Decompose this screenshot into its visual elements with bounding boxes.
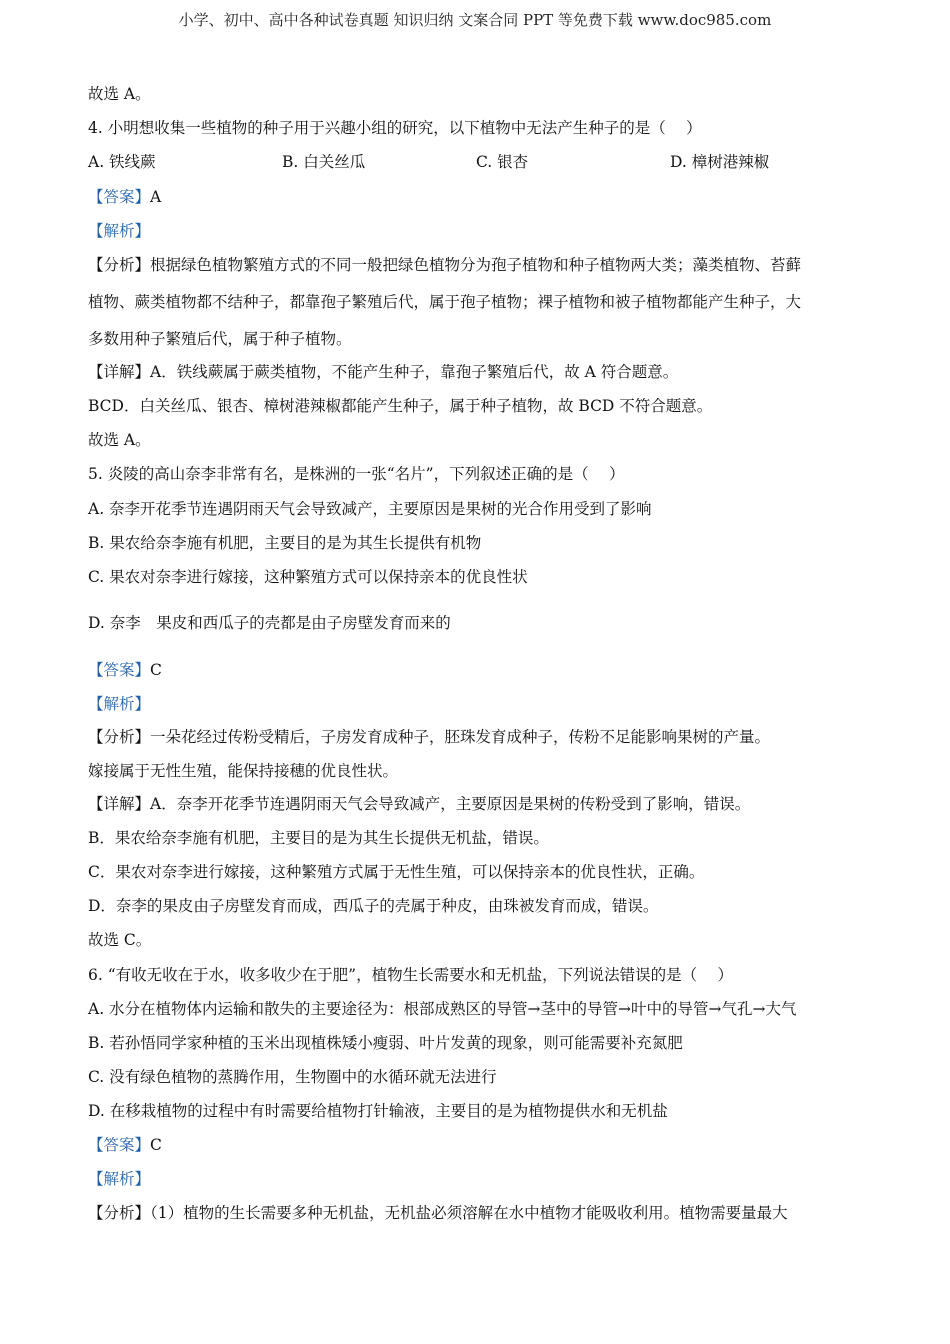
xiangjie-tag: 【详解】 [88,795,151,813]
xiangjie-tag: 【详解】 [88,363,151,381]
q5-xiangjie-3: C．果农对奈李进行嫁接，这种繁殖方式属于无性生殖，可以保持亲本的优良性状，正确。 [88,863,705,881]
answer-tag: 【答案】 [88,1136,151,1154]
q4-option-d: D. 樟树港辣椒 [670,153,770,171]
q5-xiangjie-2: B．果农给奈李施有机肥，主要目的是为其生长提供无机盐，错误。 [88,829,549,847]
fenxi-tag: 【分析】 [88,1204,151,1222]
answer-tag: 【答案】 [88,661,151,679]
q6-option-a: A. 水分在植物体内运输和散失的主要途径为：根部成熟区的导管→茎中的导管→叶中的导管→气孔→大气 [88,1000,797,1018]
page-header: 小学、初中、高中各种试卷真题 知识归纳 文案合同 PPT 等免费下载 www.doc985.com [178,11,772,29]
q5-answer [88,660,162,680]
answer-value: C [150,1136,162,1154]
q4-option-a: A. 铁线蕨 [88,153,156,171]
q5-option-c: C. 果农对奈李进行嫁接，这种繁殖方式可以保持亲本的优良性状 [88,568,528,586]
fenxi-text: 一朵花经过传粉受精后，子房发育成种子，胚珠发育成种子，传粉不足能影响果树的产量。 [150,728,771,746]
q5-stem: 5. 炎陵的高山奈李非常有名，是株洲的一张“名片”，下列叙述正确的是（ ） [88,465,625,483]
q4-fenxi-1 [88,255,801,275]
q4-answer [88,187,161,207]
xiangjie-text: A．奈李开花季节连遇阴雨天气会导致减产，主要原因是果树的传粉受到了影响，错误。 [150,795,751,813]
q4-analysis-heading [88,221,150,241]
q5-fenxi-1 [88,727,770,747]
q4-xiangjie-1 [88,362,678,382]
analysis-tag: 【解析】 [88,695,151,713]
q6-fenxi-1 [88,1203,788,1223]
q5-analysis-heading [88,694,150,714]
analysis-tag: 【解析】 [88,1170,151,1188]
fenxi-tag: 【分析】 [88,728,151,746]
q5-xiangjie-1 [88,794,750,814]
q4-conclusion: 故选 A。 [88,431,151,449]
q4-xiangjie-2: BCD．白关丝瓜、银杏、樟树港辣椒都能产生种子，属于种子植物，故 BCD 不符合题意。 [88,397,713,415]
q5-option-a: A. 奈李开花季节连遇阴雨天气会导致减产，主要原因是果树的光合作用受到了影响 [88,500,652,518]
q4-stem: 4. 小明想收集一些植物的种子用于兴趣小组的研究，以下植物中无法产生种子的是（ ） [88,119,702,137]
q5-option-b: B. 果农给奈李施有机肥，主要目的是为其生长提供有机物 [88,534,482,552]
q3-conclusion: 故选 A。 [88,85,151,103]
q6-option-d: D. 在移栽植物的过程中有时需要给植物打针输液，主要目的是为植物提供水和无机盐 [88,1102,668,1120]
q5-option-d: D. 奈李 果皮和西瓜子的壳都是由子房壁发育而来的 [88,614,451,632]
q4-option-c: C. 银杏 [476,153,529,171]
q4-fenxi-3: 多数用种子繁殖后代，属于种子植物。 [88,330,352,348]
answer-tag: 【答案】 [88,188,151,206]
q4-fenxi-2: 植物、蕨类植物都不结种子，都靠孢子繁殖后代，属于孢子植物；裸子植物和被子植物都能产生种子，大 [88,293,802,311]
q5-xiangjie-4: D．奈李的果皮由子房壁发育而成，西瓜子的壳属于种皮，由珠被发育而成，错误。 [88,897,659,915]
q6-option-b: B. 若孙悟同学家种植的玉米出现植株矮小瘦弱、叶片发黄的现象，则可能需要补充氮肥 [88,1034,683,1052]
q5-conclusion: 故选 C。 [88,931,152,949]
q6-answer [88,1135,162,1155]
xiangjie-text: A．铁线蕨属于蕨类植物，不能产生种子，靠孢子繁殖后代，故 A 符合题意。 [150,363,679,381]
q6-option-c: C. 没有绿色植物的蒸腾作用，生物圈中的水循环就无法进行 [88,1068,497,1086]
fenxi-text: 根据绿色植物繁殖方式的不同一般把绿色植物分为孢子植物和种子植物两大类；藻类植物、苔藓 [150,256,802,274]
analysis-tag: 【解析】 [88,222,151,240]
q6-stem: 6. “有收无收在于水，收多收少在于肥”，植物生长需要水和无机盐，下列说法错误的是（ ） [88,966,733,984]
q4-option-b: B. 白关丝瓜 [282,153,366,171]
q5-fenxi-2: 嫁接属于无性生殖，能保持接穗的优良性状。 [88,762,399,780]
fenxi-tag: 【分析】 [88,256,151,274]
answer-value: C [150,661,162,679]
answer-value: A [150,188,162,206]
fenxi-text: （1）植物的生长需要多种无机盐，无机盐必须溶解在水中植物才能吸收利用。植物需要量最大 [150,1204,788,1222]
q6-analysis-heading [88,1169,150,1189]
